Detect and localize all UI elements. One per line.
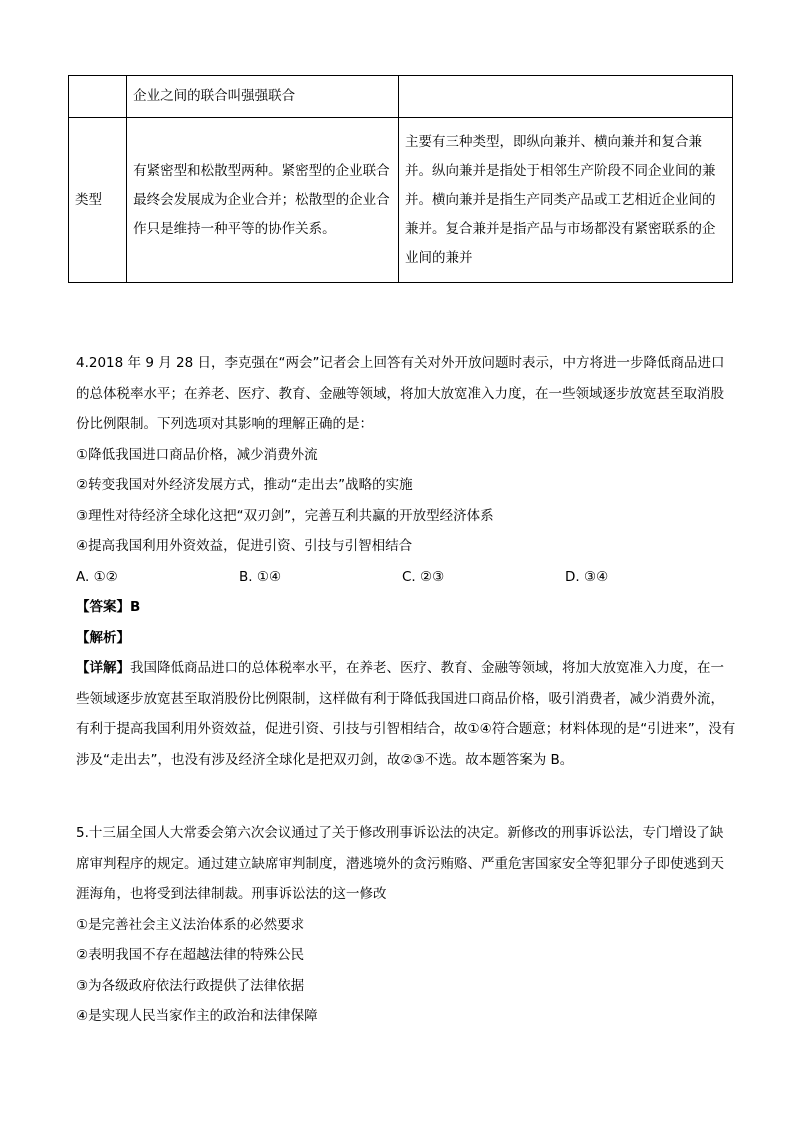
table-cell	[398, 76, 732, 118]
statement-item: ②转变我国对外经济发展方式，推动“走出去”战略的实施	[76, 477, 413, 493]
table-cell: 企业之间的联合叫强强联合	[127, 76, 399, 118]
answer-label: 【答案】B	[76, 599, 141, 615]
option-a: A. ①②	[76, 568, 118, 585]
statement-item: ①降低我国进口商品价格，减少消费外流	[76, 446, 318, 463]
statement-item: ①是完善社会主义法治体系的必然要求	[76, 916, 305, 933]
option-b: B. ①④	[239, 568, 282, 585]
table-cell: 主要有三种类型，即纵向兼并、横向兼并和复合兼并。纵向兼并是指处于相邻生产阶段不同企业间的兼并。横向兼并是指生产同类产品或工艺相近企业间的兼并。复合兼并是指产品与市场都没有紧密联系的企业间的兼并	[398, 118, 732, 283]
question-stem: 5.十三届全国人大常委会第六次会议通过了关于修改刑事诉讼法的决定。新修改的刑事诉讼法，专门增设了缺席审判程序的规定。通过建立缺席审判制度，潜逃境外的贪污贿赂、严重危害国家安全等犯罪分子即使逃到天涯海角，也将受到法律制裁。刑事诉讼法的这一修改	[76, 825, 724, 902]
table-cell: 有紧密型和松散型两种。紧密型的企业联合最终会发展成为企业合并；松散型的企业合作只是维持一种平等的协作关系。	[127, 118, 399, 283]
question-stem: 4.2018 年 9 月 28 日，李克强在“两会”记者会上回答有关对外开放问题时表示，中方将进一步降低商品进口的总体税率水平；在养老、医疗、教育、金融等领域，将加大放宽准入力度，在一些领域逐步放宽甚至取消股份比例限制。下列选项对其影响的理解正确的是：	[76, 355, 725, 432]
table-row	[69, 118, 733, 283]
statement-item: ②表明我国不存在超越法律的特殊公民	[76, 947, 305, 963]
statement-item: ③理性对待经济全球化这把“双刃剑”，完善互利共赢的开放型经济体系	[76, 507, 494, 524]
table-row	[69, 76, 733, 118]
detail-text: 我国降低商品进口的总体税率水平，在养老、医疗、教育、金融等领域，将加大放宽准入力度，在一些领域逐步放宽甚至取消股份比例限制，这样做有利于降低我国进口商品价格，吸引消费者，减少消费外流，有利于提高我国利用外资效益，促进引资、引技与引智相结合，故①④符合题意；材料体现的是“引进来”，没有涉及“走出去”，也没有涉及经济全球化是把双刃剑，故②③不选。故本题答案为 B。	[76, 660, 736, 768]
question-5	[76, 818, 736, 1032]
table-cell	[69, 76, 127, 118]
statement-item: ④是实现人民当家作主的政治和法律保障	[76, 1008, 318, 1024]
detail-paragraph	[76, 653, 736, 775]
detail-label: 【详解】	[76, 660, 130, 676]
statement-item: ④提高我国利用外资效益，促进引资、引技与引智相结合	[76, 538, 413, 554]
table-cell-type-label: 类型	[69, 118, 127, 283]
comparison-table	[68, 75, 733, 283]
option-c: C. ②③	[402, 568, 445, 585]
option-d: D. ③④	[565, 568, 609, 585]
question-4	[76, 348, 736, 775]
statement-item: ③为各级政府依法行政提供了法律依据	[76, 977, 305, 994]
answer-options	[76, 562, 736, 593]
analysis-label: 【解析】	[76, 629, 130, 646]
